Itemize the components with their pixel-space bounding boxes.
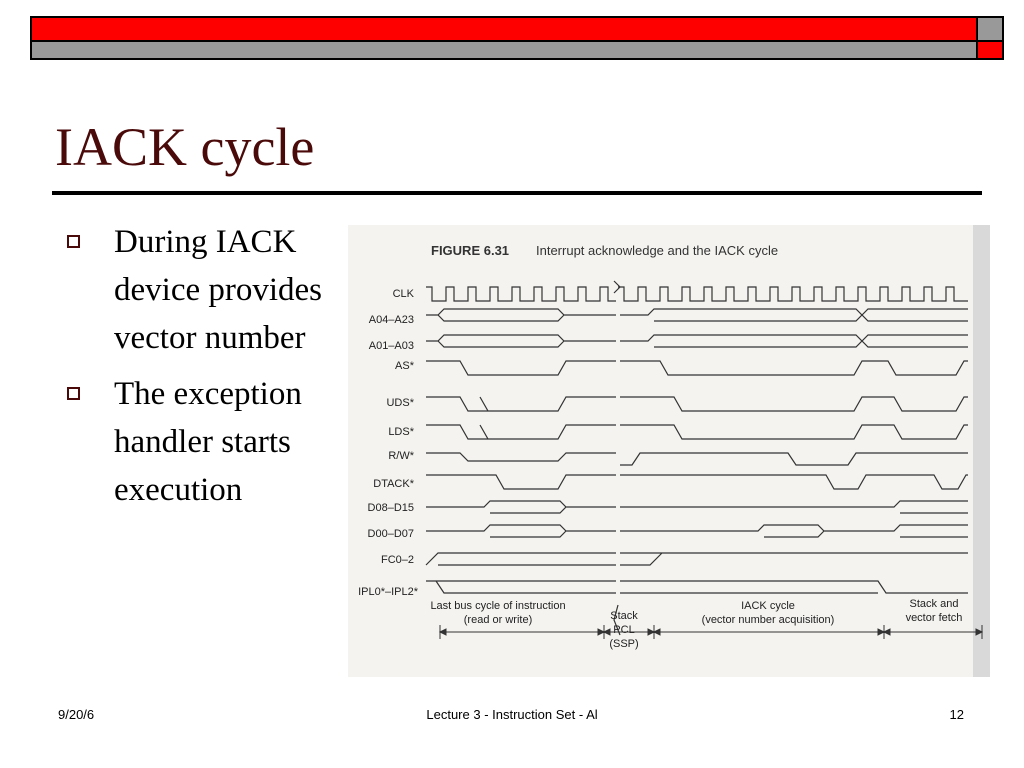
waveform-rw xyxy=(426,453,968,465)
waveform-d00-d07 xyxy=(426,525,968,537)
phase-1-line1: Last bus cycle of instruction xyxy=(430,600,566,612)
phase-2-line3: (SSP) xyxy=(609,638,639,650)
signal-label-uds: UDS* xyxy=(386,397,414,409)
signal-label-ipl: IPL0*–IPL2* xyxy=(358,586,418,598)
square-bullet-icon xyxy=(67,235,80,248)
phase-3-line2: (vector number acquisition) xyxy=(701,614,835,626)
phase-4-line2: vector fetch xyxy=(905,612,963,624)
signal-label-fc0-2: FC0–2 xyxy=(380,554,414,566)
top-bar-gray-right xyxy=(976,16,1004,42)
bullet-text: The exception handler starts execution xyxy=(114,376,302,508)
scan-edge xyxy=(973,225,990,677)
footer-page-number: 12 xyxy=(949,707,964,722)
phase-3-line1: IACK cycle xyxy=(741,600,795,612)
page-title: IACK cycle xyxy=(55,117,315,177)
timing-diagram xyxy=(348,225,990,677)
top-bar-gray xyxy=(30,40,978,60)
top-bar-red xyxy=(30,16,978,42)
waveform-uds xyxy=(426,397,968,411)
phase-1-line2: (read or write) xyxy=(463,614,533,626)
waveform-ipl xyxy=(426,581,968,593)
bullet-text: During IACK device provides vector number xyxy=(114,224,323,356)
bullet-list xyxy=(62,218,347,522)
footer-date: 9/20/6 xyxy=(58,707,95,722)
timing-diagram-figure xyxy=(348,225,990,677)
timeline-break-marks xyxy=(614,281,620,635)
bullet-item xyxy=(62,218,347,362)
waveform-d08-d15 xyxy=(426,501,968,513)
signal-label-rw: R/W* xyxy=(388,450,414,462)
waveform-a04-a23 xyxy=(426,309,968,321)
title-underline xyxy=(52,191,982,195)
waveform-fc0-2 xyxy=(426,553,968,565)
waveform-as xyxy=(426,361,968,375)
figure-caption-text: Interrupt acknowledge and the IACK cycle xyxy=(536,243,779,258)
signal-label-d08-d15: D08–D15 xyxy=(367,502,414,514)
signal-label-clk: CLK xyxy=(392,288,414,300)
bullet-item xyxy=(62,370,347,514)
signal-label-lds: LDS* xyxy=(388,426,414,438)
waveform-lds xyxy=(426,425,968,439)
footer-center: Lecture 3 - Instruction Set - Al xyxy=(426,707,598,722)
phase-2-line2: PCL xyxy=(613,624,635,636)
top-bar-red-right xyxy=(976,40,1004,60)
square-bullet-icon xyxy=(67,387,80,400)
waveform-clk xyxy=(426,287,968,301)
phase-4-line1: Stack and xyxy=(909,598,959,610)
signal-label-a04-a23: A04–A23 xyxy=(368,314,414,326)
signal-label-as: AS* xyxy=(395,360,414,372)
phase-2-line1: Stack xyxy=(610,610,638,622)
waveform-a01-a03 xyxy=(426,335,968,347)
signal-label-a01-a03: A01–A03 xyxy=(368,340,414,352)
signal-label-d00-d07: D00–D07 xyxy=(367,528,414,540)
waveform-dtack xyxy=(426,475,968,489)
figure-caption-label: FIGURE 6.31 xyxy=(431,243,510,258)
signal-label-dtack: DTACK* xyxy=(373,478,414,490)
